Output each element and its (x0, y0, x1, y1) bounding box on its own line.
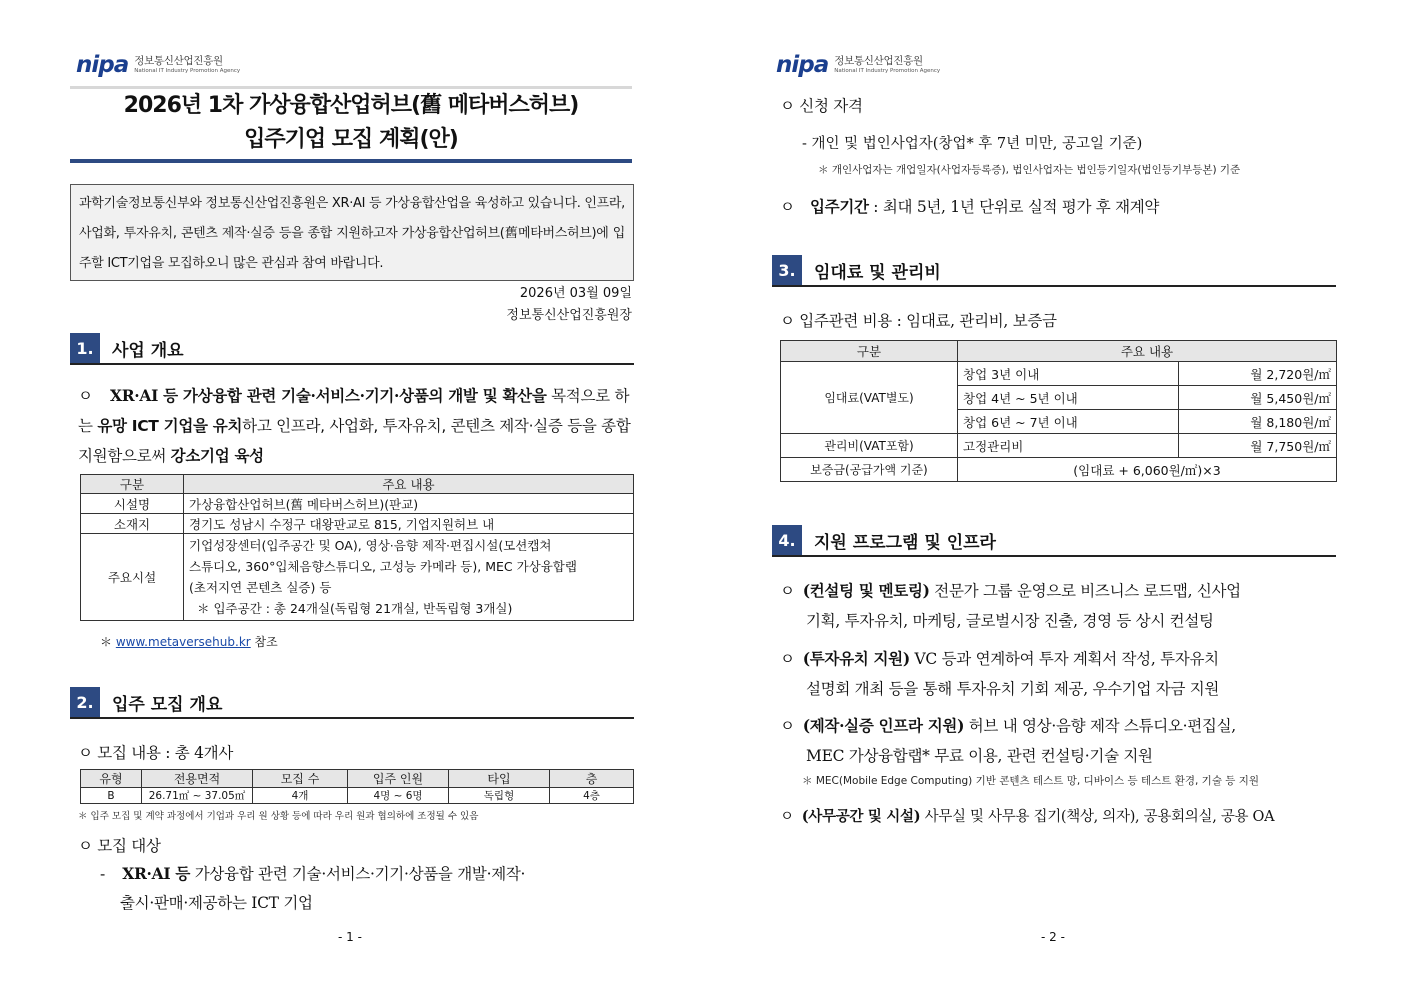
nipa-logo-english: National IT Industry Promotion Agency (134, 67, 241, 74)
nipa-logo-korean: 정보통신산업진흥원 (834, 55, 923, 67)
bullet-marker: ㅇ (78, 387, 93, 405)
table-row (81, 494, 634, 514)
qualification-note: ＊ 개인사업자는 개업일자(사업자등록증), 법인사업자는 법인등기일자(법인등기부등본) 기준 (818, 164, 1241, 176)
program-title: (사무공간 및 시설) (801, 808, 921, 825)
qualification-line: - 개인 및 법인사업자(창업* 후 7년 미만, 공고일 기준) (802, 136, 1143, 152)
table-cell: 4명 ~ 6명 (348, 788, 449, 804)
rent-period: 창업 3년 이내 (958, 362, 1179, 386)
footnote-rest: 참조 (250, 635, 278, 649)
rent-price: 월 8,180원/㎡ (1179, 410, 1337, 434)
cost-line: ㅇ 입주관련 비용 : 임대료, 관리비, 보증금 (780, 312, 1057, 330)
nipa-logo-mark: nipa (776, 52, 829, 78)
recruit-table-header: 모집 수 (253, 770, 348, 788)
program-text: 허브 내 영상·음향 제작 스튜디오·편집실, (964, 717, 1236, 735)
facility-line: ＊ 입주공간 : 총 24개실(독립형 21개실, 반독립형 3개실) (197, 601, 513, 616)
section-1-number: 1. (70, 333, 100, 363)
announce-date: 2026년 03월 09일 (519, 286, 632, 301)
period-line (780, 192, 1159, 222)
facility-table (80, 474, 634, 621)
cost-table (780, 340, 1337, 482)
mgmt-item: 고정관리비 (958, 434, 1179, 458)
facility-table-header: 구분 (81, 475, 184, 494)
recruit-table-header: 타입 (449, 770, 550, 788)
mgmt-label: 관리비(VAT포함) (781, 434, 958, 458)
title-line-2: 입주기업 모집 계획(안) (244, 127, 458, 152)
bullet-text-2: 목적으로 하는 (78, 387, 630, 435)
section-4-header (772, 525, 1336, 557)
bullet-marker: ㅇ (780, 582, 795, 600)
rent-price: 월 5,450원/㎡ (1179, 386, 1337, 410)
document-title (70, 86, 632, 163)
nipa-logo-english: National IT Industry Promotion Agency (834, 67, 941, 74)
program-consulting (780, 576, 1340, 636)
program-text: 사무실 및 사무용 집기(책상, 의자), 공용회의실, 공용 OA (920, 809, 1275, 825)
bullet-marker: ㅇ (780, 650, 795, 668)
recruit-table-header: 층 (550, 770, 634, 788)
recruit-table (80, 769, 634, 804)
table-cell-label: 소재지 (81, 514, 184, 534)
section-4-title: 지원 프로그램 및 인프라 (814, 532, 996, 553)
bullet-text-bold-3: 유망 ICT 기업을 유치 (97, 417, 243, 435)
table-row (781, 434, 1337, 458)
program-investment (780, 644, 1340, 704)
bullet-text-4: 하고 인프라, 사업화, 투자유치, 콘텐츠 제작·실증 등을 종합 지원함으로써 (78, 417, 631, 465)
target-title: ㅇ 모집 대상 (78, 837, 161, 855)
period-text: : 최대 5년, 1년 단위로 실적 평가 후 재계약 (868, 198, 1160, 216)
rent-label: 임대료(VAT별도) (781, 362, 958, 434)
table-cell: B (81, 788, 142, 804)
target-line-1: 가상융합 관련 기술·서비스·기기·상품을 개발·제작· (190, 865, 526, 883)
table-row (781, 458, 1337, 482)
page-2 (700, 0, 1403, 992)
recruit-table-note: ＊ 입주 모집 및 계약 과정에서 기업과 우리 원 상황 등에 따라 우리 원과 협의하에 조정될 수 있음 (78, 811, 479, 822)
bullet-text-bold-5: 강소기업 육성 (170, 447, 264, 465)
table-row (81, 788, 634, 804)
bullet-marker: ㅇ (780, 809, 794, 825)
program-title: (투자유치 지원) (802, 649, 910, 668)
section-3-header (772, 255, 1336, 287)
title-line-1: 2026년 1차 가상융합산업허브(舊 메타버스허브) (123, 93, 579, 118)
table-cell: 4개 (253, 788, 348, 804)
section-1-header (70, 333, 634, 365)
table-row (81, 514, 634, 534)
facility-line: 스튜디오, 360°입체음향스튜디오, 고성능 카메라 등), MEC 가상융합랩 (189, 559, 577, 574)
page-1 (0, 0, 700, 992)
nipa-logo (76, 52, 240, 78)
table-cell-value: 가상융합산업허브(舊 메타버스허브)(판교) (184, 494, 634, 514)
period-label: 입주기간 (809, 197, 869, 216)
nipa-logo-mark: nipa (76, 52, 129, 78)
section-1-bullet (78, 381, 636, 471)
program-production (780, 711, 1340, 771)
table-cell: 독립형 (449, 788, 550, 804)
target-description (100, 859, 640, 889)
table-cell: 26.71㎡ ~ 37.05㎡ (142, 788, 253, 804)
bullet-text-bold-1: XR·AI 등 가상융합 관련 기술·서비스·기기·상품의 개발 및 확산을 (109, 386, 547, 405)
metaversehub-link[interactable]: www.metaversehub.kr (115, 635, 251, 649)
mec-note: ＊ MEC(Mobile Edge Computing) 기반 콘텐츠 테스트 망, 디바이스 등 테스트 환경, 기술 등 지원 (802, 775, 1260, 787)
program-text: VC 등과 연계하여 투자 계획서 작성, 투자유치 (909, 650, 1219, 668)
page-number-1: - 1 - (338, 930, 362, 944)
facility-line: (초저지연 콘텐츠 실증) 등 (189, 580, 332, 595)
section-2-header (70, 687, 634, 719)
table-cell-label: 주요시설 (81, 534, 184, 621)
facility-line: 기업성장센터(입주공간 및 OA), 영상·음향 제작·편집시설(모션캡쳐 (189, 538, 552, 553)
target-dash: - (100, 865, 105, 883)
cost-table-header: 구분 (781, 341, 958, 362)
table-cell-value: 경기도 성남시 수정구 대왕판교로 815, 기업지원허브 내 (184, 514, 634, 534)
section-3-number: 3. (772, 255, 802, 285)
target-bold: XR·AI 등 (122, 864, 191, 883)
section-2-number: 2. (70, 687, 100, 717)
recruit-table-header: 유형 (81, 770, 142, 788)
table-row (81, 534, 634, 621)
page-number-2: - 2 - (1041, 930, 1065, 944)
mgmt-price: 월 7,750원/㎡ (1179, 434, 1337, 458)
program-title: (컨설팅 및 멘토링) (802, 581, 930, 600)
footnote-star: ＊ (100, 635, 113, 649)
table-row (781, 362, 1337, 386)
deposit-label: 보증금(공급가액 기준) (781, 458, 958, 482)
program-title: (제작·실증 인프라 지원) (802, 716, 965, 735)
recruit-table-header: 전용면적 (142, 770, 253, 788)
program-text-line-2: MEC 가상융합랩* 무료 이용, 관련 컨설팅·기술 지원 (806, 747, 1153, 765)
rent-period: 창업 6년 ~ 7년 이내 (958, 410, 1179, 434)
qualification-title: ㅇ 신청 자격 (780, 97, 863, 115)
intro-box: 과학기술정보통신부와 정보통신산업진흥원은 XR·AI 등 가상융합산업을 육성하고 있습니다. 인프라, 사업화, 투자유치, 콘텐츠 제작·실증 등을 종합 지원하고자 가상융합산업허브(舊메타버스허브)에 입주할 ICT기업을 모집하오니 많은 관심과 참여 바랍니다. (70, 184, 634, 281)
section-3-title: 임대료 및 관리비 (814, 262, 941, 283)
rent-period: 창업 4년 ~ 5년 이내 (958, 386, 1179, 410)
program-text-line-2: 기획, 투자유치, 마케팅, 글로벌시장 진출, 경영 등 상시 컨설팅 (806, 612, 1214, 630)
announce-sender: 정보통신산업진흥원장 (506, 308, 632, 323)
section-4-number: 4. (772, 525, 802, 555)
recruit-table-header: 입주 인원 (348, 770, 449, 788)
rent-price: 월 2,720원/㎡ (1179, 362, 1337, 386)
program-text: 전문가 그룹 운영으로 비즈니스 로드맵, 신사업 (929, 582, 1241, 600)
table-cell: 4층 (550, 788, 634, 804)
program-office (780, 802, 1340, 832)
bullet-marker: ㅇ (780, 198, 795, 216)
cost-table-header: 주요 내용 (958, 341, 1337, 362)
nipa-logo-korean: 정보통신산업진흥원 (134, 55, 223, 67)
bullet-marker: ㅇ (780, 717, 795, 735)
recruit-content: ㅇ 모집 내용 : 총 4개사 (78, 744, 234, 762)
target-line-2: 출시·판매·제공하는 ICT 기업 (120, 894, 313, 912)
deposit-value: (임대료 + 6,060원/㎡)×3 (958, 458, 1337, 482)
section-1-title: 사업 개요 (112, 340, 184, 361)
table-cell-label: 시설명 (81, 494, 184, 514)
facility-table-header: 주요 내용 (184, 475, 634, 494)
program-text-line-2: 설명회 개최 등을 통해 투자유치 기회 제공, 우수기업 자금 지원 (806, 680, 1220, 698)
nipa-logo (776, 52, 940, 78)
section-2-title: 입주 모집 개요 (112, 694, 223, 715)
reference-footnote (100, 633, 278, 650)
